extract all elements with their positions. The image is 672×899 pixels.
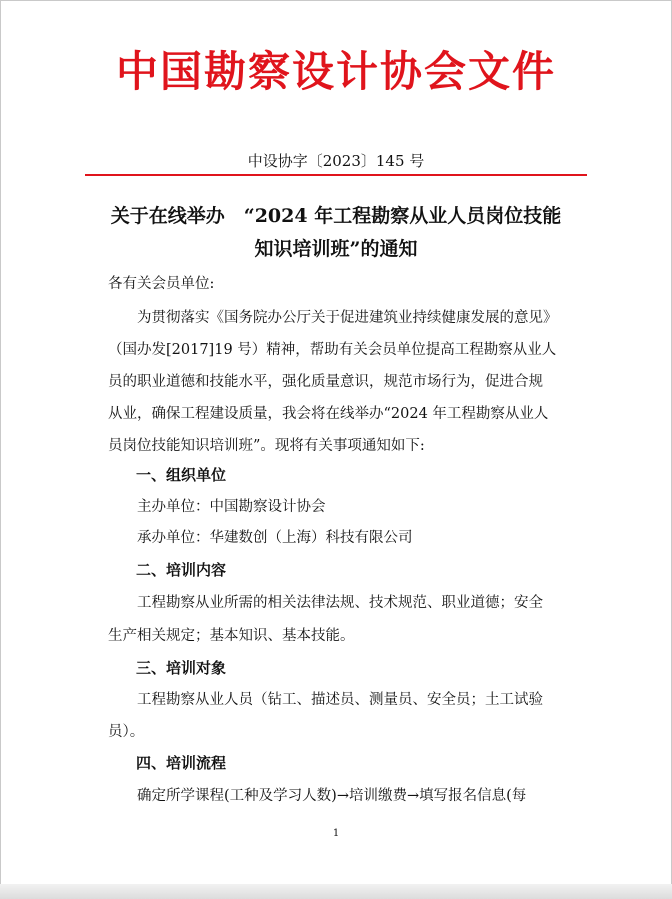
- section-line: 工程勘察从业人员（钻工、描述员、测量员、安全员；土工试验: [137, 692, 543, 708]
- section-line: 承办单位：华建数创（上海）科技有限公司: [137, 530, 413, 546]
- document-number: 中设协字〔2023〕145 号: [247, 152, 425, 170]
- title-line-1: 关于在线举办 “2024 年工程勘察从业人员岗位技能: [110, 205, 562, 227]
- section-line: 工程勘察从业所需的相关法律法规、技术规范、职业道德；安全: [137, 595, 543, 611]
- section-line: 生产相关规定；基本知识、基本技能。: [108, 628, 355, 644]
- salutation: 各有关会员单位:: [108, 276, 215, 292]
- intro-line: （国办发[2017]19 号）精神，帮助有关会员单位提高工程勘察从业人: [108, 342, 557, 358]
- intro-line: 从业，确保工程建设质量，我会将在线举办“2024 年工程勘察从业人: [108, 406, 549, 422]
- section-line: 确定所学课程(工种及学习人数)→培训缴费→填写报名信息(每: [137, 788, 527, 804]
- section-heading: 一、组织单位: [136, 466, 227, 484]
- intro-line: 员岗位技能知识培训班”。现将有关事项通知如下:: [108, 438, 425, 454]
- section-line: 员）。: [108, 724, 145, 740]
- section-heading: 二、培训内容: [136, 561, 227, 579]
- page-bottom-edge: [0, 884, 672, 899]
- document-title: [70, 200, 602, 266]
- section-heading: 四、培训流程: [136, 754, 227, 772]
- section-heading: 三、培训对象: [136, 659, 227, 677]
- title-line-2: 知识培训班”的通知: [254, 238, 418, 260]
- red-divider: [85, 174, 587, 176]
- intro-line: 员的职业道德和技能水平，强化质量意识，规范市场行为，促进合规: [108, 374, 543, 390]
- page-number: 1: [332, 828, 340, 839]
- intro-line: 为贯彻落实《国务院办公厅关于促进建筑业持续健康发展的意见》: [137, 310, 558, 326]
- section-line: 主办单位：中国勘察设计协会: [137, 499, 326, 515]
- org-header-title: 中国勘察设计协会文件: [115, 47, 556, 96]
